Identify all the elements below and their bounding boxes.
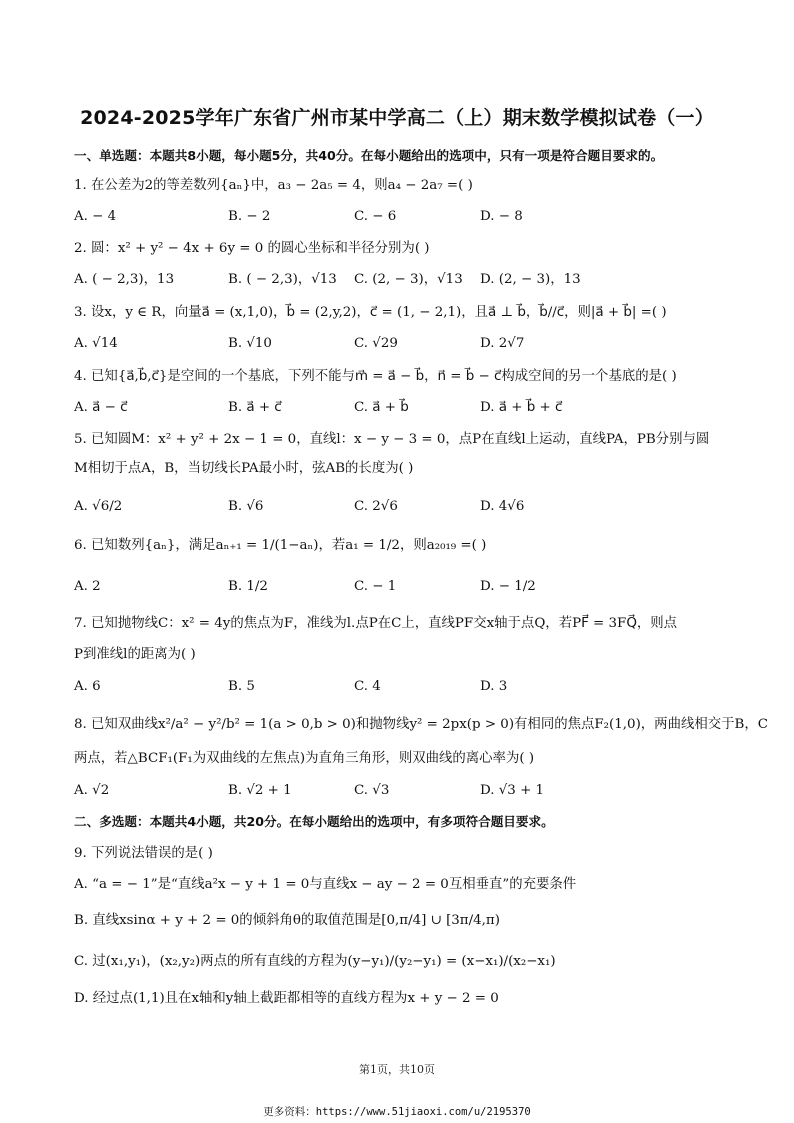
question-1-option-b: B. − 2 xyxy=(228,209,271,224)
question-6-option-d: D. − 1/2 xyxy=(480,579,536,594)
question-8-stem-line-1: 8. 已知双曲线x²/a² − y²/b² = 1(a > 0,b > 0)和抛物线y² = 2px(p > 0)有相同的焦点F₂(1,0)，两曲线相交于B，C xyxy=(74,717,769,732)
question-7-option-c: C. 4 xyxy=(354,679,381,694)
question-9-stem: 9. 下列说法错误的是( ) xyxy=(74,846,213,861)
question-7-option-d: D. 3 xyxy=(480,679,508,694)
question-5-option-c: C. 2√6 xyxy=(354,499,398,514)
question-4-stem: 4. 已知{a⃗,b⃗,c⃗}是空间的一个基底，下列不能与m⃗ = a⃗ − b⃗，n⃗ = b⃗ − c⃗构成空间的另一个基底的是( ) xyxy=(74,369,677,384)
question-9-option-b: B. 直线xsinα + y + 2 = 0的倾斜角θ的取值范围是[0,π/4] ∪ [3π/4,π) xyxy=(74,913,500,928)
question-9-option-c: C. 过(x₁,y₁)，(x₂,y₂)两点的所有直线的方程为(y−y₁)/(y₂−y₁) = (x−x₁)/(x₂−x₁) xyxy=(74,954,556,969)
question-6-option-b: B. 1/2 xyxy=(228,579,268,594)
question-8-stem-line-2: 两点，若△BCF₁(F₁为双曲线的左焦点)为直角三角形，则双曲线的离心率为( ) xyxy=(74,751,535,766)
question-8-option-b: B. √2 + 1 xyxy=(228,783,292,798)
question-3-option-c: C. √29 xyxy=(354,336,398,351)
question-3-option-b: B. √10 xyxy=(228,336,272,351)
question-7-option-b: B. 5 xyxy=(228,679,255,694)
question-4-option-c: C. a⃗ + b⃗ xyxy=(354,400,409,415)
question-1-option-d: D. − 8 xyxy=(480,209,523,224)
question-6-option-a: A. 2 xyxy=(74,579,101,594)
resource-link-line: 更多资料：https://www.51jiaoxi.com/u/2195370 xyxy=(263,1106,531,1118)
question-9-option-a: A. “a = − 1”是“直线a²x − y + 1 = 0与直线x − ay − 2 = 0互相垂直”的充要条件 xyxy=(74,877,577,892)
question-8-option-a: A. √2 xyxy=(74,783,110,798)
question-3-option-d: D. 2√7 xyxy=(480,336,525,351)
question-5-option-b: B. √6 xyxy=(228,499,264,514)
question-2-option-a: A. ( − 2,3)，13 xyxy=(74,272,175,287)
question-5-option-d: D. 4√6 xyxy=(480,499,525,514)
question-2-option-b: B. ( − 2,3)，√13 xyxy=(228,272,337,287)
question-4-option-d: D. a⃗ + b⃗ + c⃗ xyxy=(480,400,563,415)
question-6-stem: 6. 已知数列{aₙ}，满足aₙ₊₁ = 1/(1−aₙ)，若a₁ = 1/2，则a₂₀₁₉ =( ) xyxy=(74,538,487,553)
page-number-footer: 第1页，共10页 xyxy=(359,1063,435,1076)
question-1-stem: 1. 在公差为2的等差数列{aₙ}中，a₃ − 2a₅ = 4，则a₄ − 2a₇ =( ) xyxy=(74,178,473,193)
question-8-option-c: C. √3 xyxy=(354,783,390,798)
question-7-option-a: A. 6 xyxy=(74,679,101,694)
page-title: 2024-2025学年广东省广州市某中学高二（上）期末数学模拟试卷（一） xyxy=(80,107,714,129)
question-2-option-d: D. (2, − 3)，13 xyxy=(480,272,581,287)
question-4-option-a: A. a⃗ − c⃗ xyxy=(74,400,128,415)
question-1-option-a: A. − 4 xyxy=(74,209,117,224)
question-6-option-c: C. − 1 xyxy=(354,579,397,594)
question-3-option-a: A. √14 xyxy=(74,336,118,351)
question-5-stem-line-2: M相切于点A，B，当切线长PA最小时，弦AB的长度为( ) xyxy=(74,461,414,476)
question-5-stem-line-1: 5. 已知圆M：x² + y² + 2x − 1 = 0，直线l：x − y − 3 = 0，点P在直线l上运动，直线PA，PB分别与圆 xyxy=(74,432,710,447)
question-1-option-c: C. − 6 xyxy=(354,209,397,224)
question-3-stem: 3. 设x，y ∈ R，向量a⃗ = (x,1,0)，b⃗ = (2,y,2)，c⃗ = (1, − 2,1)，且a⃗ ⊥ b⃗，b⃗//c⃗，则|a⃗ + b⃗| =( ) xyxy=(74,305,667,320)
question-8-option-d: D. √3 + 1 xyxy=(480,783,545,798)
question-4-option-b: B. a⃗ + c⃗ xyxy=(228,400,282,415)
question-2-option-c: C. (2, − 3)，√13 xyxy=(354,272,463,287)
question-7-stem-line-2: P到准线l的距离为( ) xyxy=(74,647,196,662)
question-2-stem: 2. 圆：x² + y² − 4x + 6y = 0 的圆心坐标和半径分别为( ) xyxy=(74,241,430,256)
section-heading-multiple-choice: 二、多选题：本题共4小题，共20分。在每小题给出的选项中，有多项符合题目要求。 xyxy=(74,814,554,829)
question-5-option-a: A. √6/2 xyxy=(74,499,123,514)
question-9-option-d: D. 经过点(1,1)且在x轴和y轴上截距都相等的直线方程为x + y − 2 = 0 xyxy=(74,991,499,1006)
section-heading-single-choice: 一、单选题：本题共8小题，每小题5分，共40分。在每小题给出的选项中，只有一项是符合题目要求的。 xyxy=(74,148,664,163)
question-7-stem-line-1: 7. 已知抛物线C：x² = 4y的焦点为F，准线为l.点P在C上，直线PF交x轴于点Q，若PF⃗ = 3FQ⃗，则点 xyxy=(74,616,678,631)
